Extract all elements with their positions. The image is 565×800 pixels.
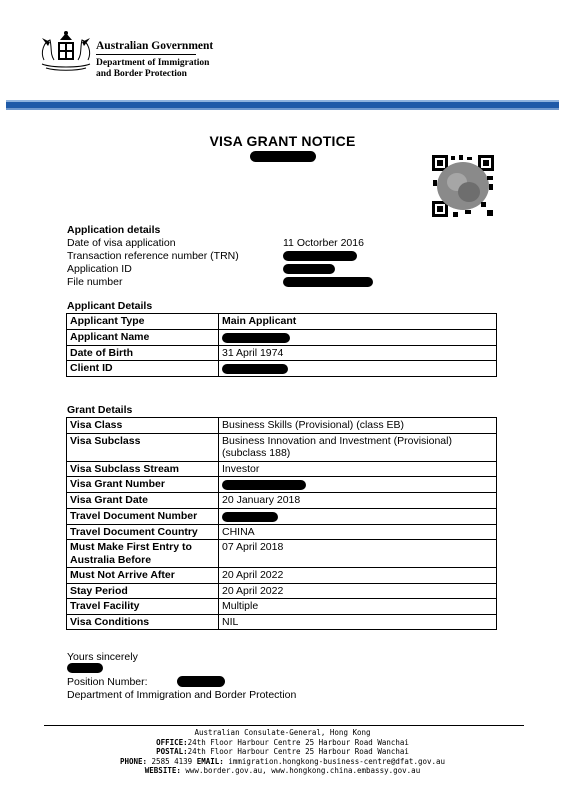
table-row (67, 329, 497, 345)
signatory-department: Department of Immigration and Border Protection (67, 689, 297, 701)
department-name-line1: Department of Immigration (96, 58, 210, 68)
salutation: Yours sincerely (67, 651, 138, 663)
table-cell-label: Travel Facility (67, 599, 219, 615)
table-cell-value: 20 April 2022 (219, 583, 497, 599)
table-row (67, 433, 497, 461)
government-name: Australian Government (96, 40, 214, 52)
footer-office (0, 738, 565, 748)
table-cell-label: Applicant Type (67, 314, 219, 330)
app-detail-label: Transaction reference number (TRN) (67, 250, 239, 262)
footer-office-label: OFFICE: (156, 737, 188, 747)
table-cell-value: 20 April 2022 (219, 568, 497, 584)
table-cell-label: Visa Class (67, 418, 219, 434)
table-cell-value (219, 508, 497, 524)
table-cell-label: Must Not Arrive After (67, 568, 219, 584)
footer-postal-value: 24th Floor Harbour Centre 25 Harbour Road Wanchai (187, 747, 409, 756)
redaction-trn (283, 251, 357, 261)
table-cell-label: Visa Grant Number (67, 477, 219, 493)
table-cell-value: Investor (219, 461, 497, 477)
redaction-signatory (67, 663, 103, 673)
footer-contact (0, 757, 565, 767)
redaction-application-id (283, 264, 335, 274)
table-cell-label: Applicant Name (67, 329, 219, 345)
footer (0, 728, 565, 776)
app-detail-label: Application ID (67, 263, 132, 275)
table-row (67, 345, 497, 361)
redaction-applicant-name (222, 333, 290, 343)
table-cell-value: NIL (219, 614, 497, 630)
app-detail-label: File number (67, 276, 123, 288)
table-cell-value: Business Innovation and Investment (Provisional) (subclass 188) (219, 433, 497, 461)
footer-rule (44, 725, 524, 726)
footer-email-value: immigration.hongkong-business-centre@dfat.gov.au (228, 756, 446, 766)
table-cell-value: Business Skills (Provisional) (class EB) (219, 418, 497, 434)
footer-phone-value: 2585 4139 (151, 756, 193, 766)
redaction-subtitle (250, 151, 316, 162)
grant-details-heading: Grant Details (67, 404, 133, 416)
table-cell-value: 31 April 1974 (219, 345, 497, 361)
table-row (67, 524, 497, 540)
qr-code (431, 154, 495, 218)
table-cell-label: Visa Subclass Stream (67, 461, 219, 477)
applicant-details-heading: Applicant Details (67, 300, 153, 312)
table-row (67, 583, 497, 599)
table-cell-value: Multiple (219, 599, 497, 615)
table-cell-label: Stay Period (67, 583, 219, 599)
table-row (67, 540, 497, 568)
table-cell-value (219, 329, 497, 345)
table-cell-value: 07 April 2018 (219, 540, 497, 568)
table-cell-value: CHINA (219, 524, 497, 540)
footer-website-label: WEBSITE: (144, 766, 181, 775)
table-cell-label: Date of Birth (67, 345, 219, 361)
table-row (67, 461, 497, 477)
table-row (67, 477, 497, 493)
redaction-visa-grant-number (222, 480, 306, 490)
table-cell-value: 20 January 2018 (219, 493, 497, 509)
footer-website-value: www.border.gov.au, www.hongkong.china.embassy.gov.au (185, 766, 421, 775)
redaction-travel-document-number (222, 512, 278, 522)
table-row (67, 568, 497, 584)
applicant-details-table (66, 313, 497, 377)
table-cell-label: Travel Document Number (67, 508, 219, 524)
footer-website (0, 766, 565, 776)
table-row (67, 614, 497, 630)
footer-office-value: 24th Floor Harbour Centre 25 Harbour Road Wanchai (187, 737, 409, 747)
app-detail-value: 11 Octorber 2016 (283, 237, 364, 249)
table-row (67, 493, 497, 509)
footer-phone-label: PHONE: (119, 756, 148, 766)
application-details-heading: Application details (67, 224, 161, 236)
footer-postal-label: POSTAL: (156, 747, 188, 756)
table-cell-label: Visa Conditions (67, 614, 219, 630)
app-detail-label: Date of visa application (67, 237, 176, 249)
coat-of-arms-icon (38, 30, 94, 72)
letterhead-rule (96, 54, 196, 55)
table-cell-label: Visa Grant Date (67, 493, 219, 509)
agency-block (96, 40, 213, 80)
grant-details-table (66, 417, 497, 630)
footer-email-label: EMAIL: (196, 756, 224, 766)
redaction-file-number (283, 277, 373, 287)
table-row (67, 599, 497, 615)
table-cell-value (219, 361, 497, 377)
table-cell-value (219, 477, 497, 493)
table-row (67, 314, 497, 330)
table-row (67, 361, 497, 377)
department-name-line2: and Border Protection (96, 69, 187, 79)
table-cell-label: Travel Document Country (67, 524, 219, 540)
page-title: VISA GRANT NOTICE (209, 133, 356, 149)
footer-postal (0, 747, 565, 757)
table-cell-label: Visa Subclass (67, 433, 219, 461)
table-row (67, 508, 497, 524)
header-band (6, 100, 559, 110)
position-number-label: Position Number: (67, 676, 148, 688)
table-row (67, 418, 497, 434)
table-cell-value: Main Applicant (219, 314, 497, 330)
footer-consulate: Australian Consulate-General, Hong Kong (194, 728, 371, 737)
table-cell-label: Must Make First Entry to Australia Before (67, 540, 219, 568)
table-cell-label: Client ID (67, 361, 219, 377)
redaction-position-number (177, 676, 225, 687)
redaction-client-id (222, 364, 288, 374)
